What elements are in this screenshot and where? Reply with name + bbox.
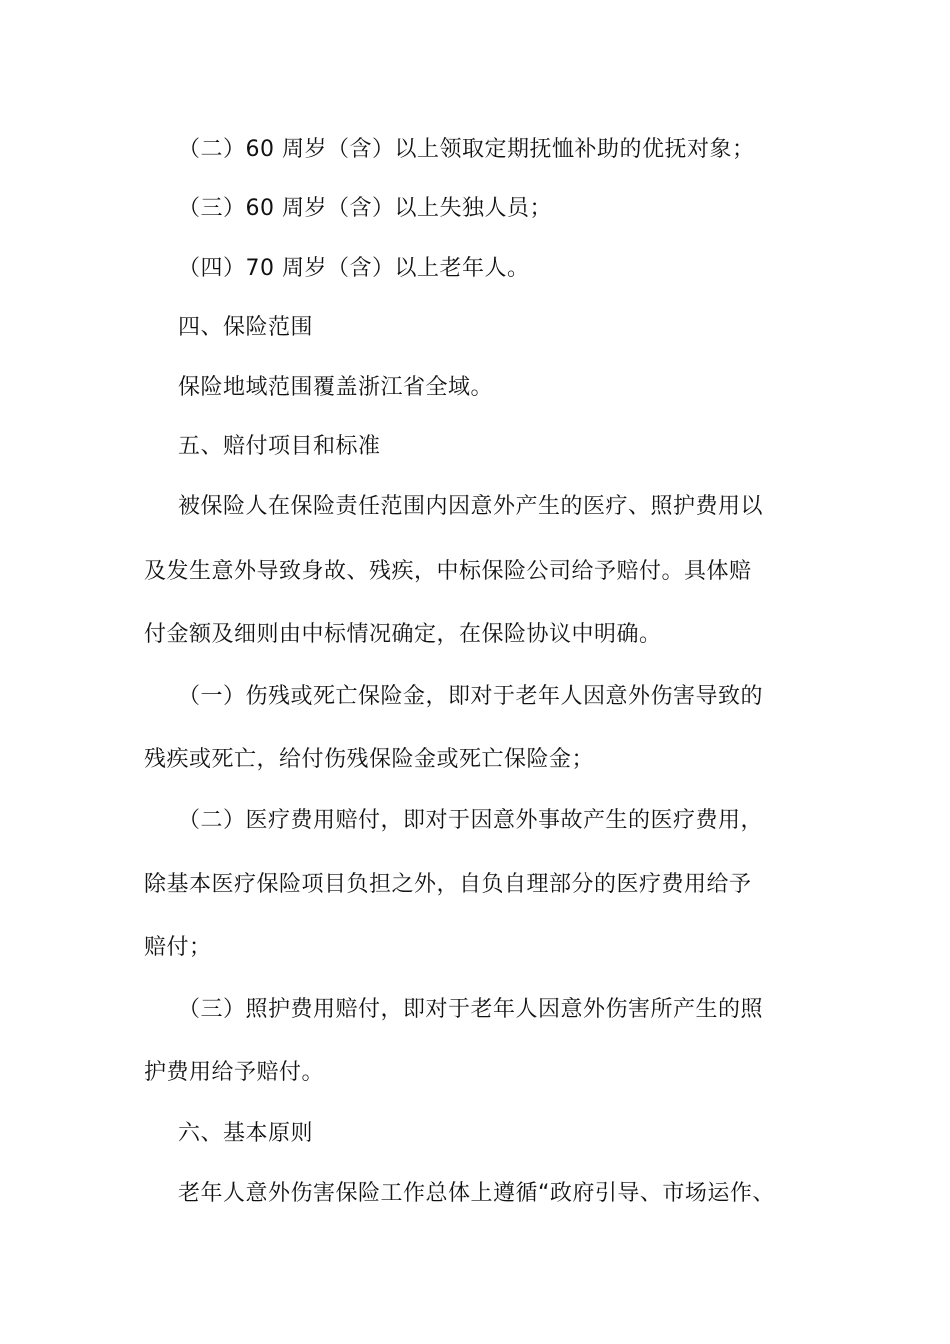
compensation-item-3: （三）照护费用赔付，即对于老年人因意外伤害所产生的照	[178, 997, 764, 1022]
eligibility-item-2: （二）60 周岁（含）以上领取定期抚恤补助的优抚对象；	[178, 137, 755, 162]
compensation-item-1: （一）伤残或死亡保险金，即对于老年人因意外伤害导致的	[178, 684, 764, 709]
paragraph-line: 除基本医疗保险项目负担之外，自负自理部分的医疗费用给予	[144, 872, 752, 897]
section-heading-scope: 四、保险范围	[178, 315, 314, 340]
paragraph-line: 残疾或死亡，给付伤残保险金或死亡保险金；	[144, 747, 595, 772]
compensation-item-2: （二）医疗费用赔付，即对于因意外事故产生的医疗费用，	[178, 808, 764, 833]
paragraph-line: 护费用给予赔付。	[144, 1060, 325, 1085]
paragraph-line: 及发生意外导致身故、残疾，中标保险公司给予赔付。具体赔	[144, 559, 752, 584]
section-heading-principles: 六、基本原则	[178, 1121, 314, 1146]
paragraph-line: 赔付；	[144, 935, 212, 960]
paragraph-line: 付金额及细则由中标情况确定，在保险协议中明确。	[144, 622, 662, 647]
section-heading-compensation: 五、赔付项目和标准	[178, 434, 381, 459]
paragraph-line: 被保险人在保险责任范围内因意外产生的医疗、照护费用以	[178, 494, 764, 519]
scope-text: 保险地域范围覆盖浙江省全域。	[178, 375, 494, 400]
eligibility-item-3: （三）60 周岁（含）以上失独人员；	[178, 196, 552, 221]
paragraph-line: 老年人意外伤害保险工作总体上遵循“政府引导、市场运作、	[178, 1181, 775, 1206]
eligibility-item-4: （四）70 周岁（含）以上老年人。	[178, 256, 530, 281]
